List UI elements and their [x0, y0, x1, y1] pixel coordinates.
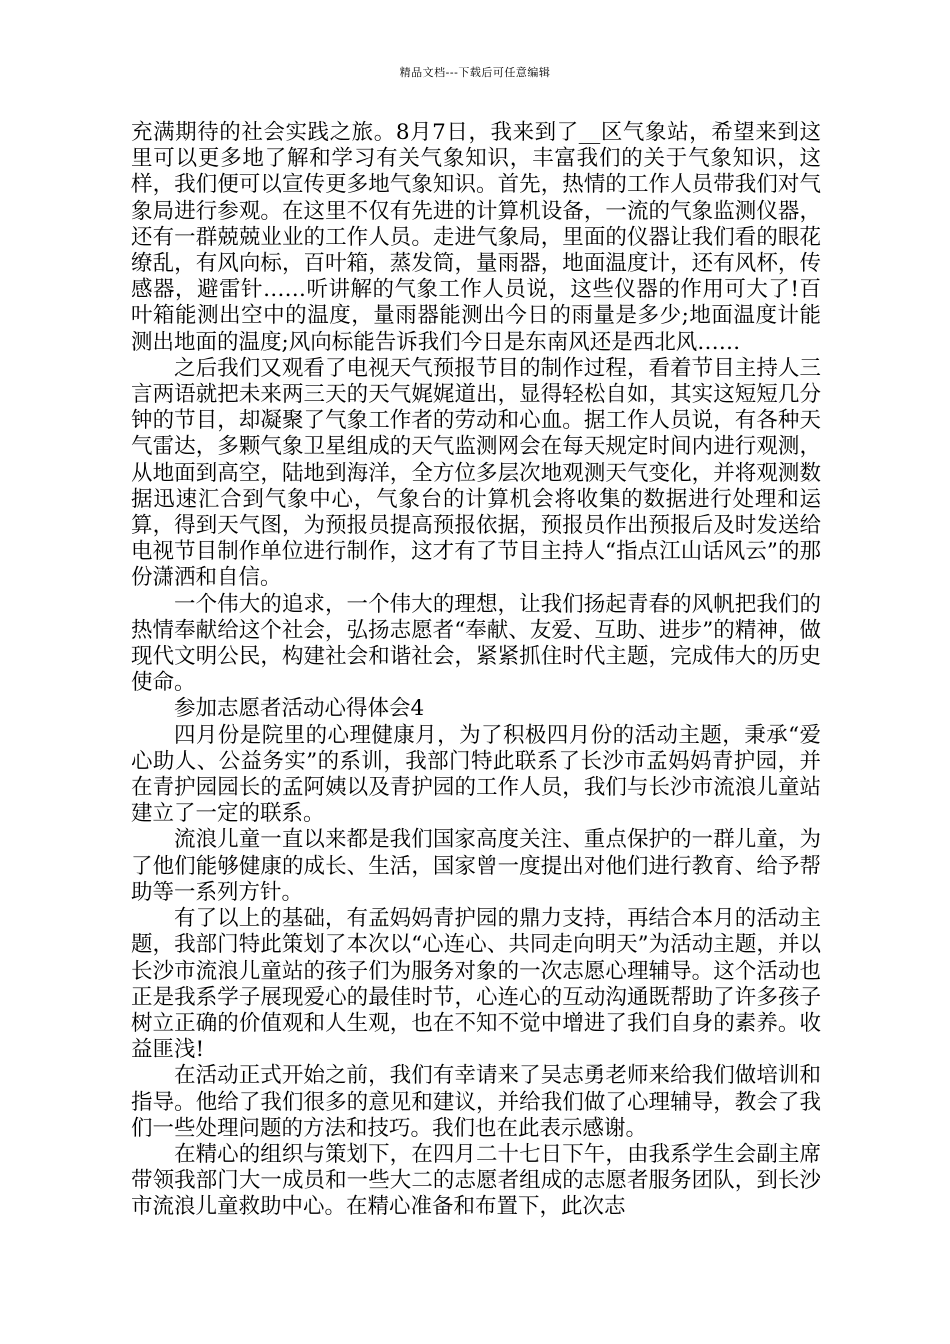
paragraph-5: 四月份是院里的心理健康月，为了积极四月份的活动主题，秉承“爱心助人、公益务实”的系训，我部门特此联系了长沙市孟妈妈青护园，并在青护园园长的孟阿姨以及青护园的工作人员，我们与长沙市流浪儿童站建立了一定的联系。 [131, 722, 821, 827]
paragraph-8: 在活动正式开始之前，我们有幸请来了吴志勇老师来给我们做培训和指导。他给了我们很多的意见和建议，并给我们做了心理辅导，教会了我们一些处理问题的方法和技巧。我们也在此表示感谢。 [131, 1063, 821, 1141]
paragraph-6: 流浪儿童一直以来都是我们国家高度关注、重点保护的一群儿童，为了他们能够健康的成长、生活，国家曾一度提出对他们进行教育、给予帮助等一系列方针。 [131, 827, 821, 905]
section-heading: 参加志愿者活动心得体会4 [174, 696, 425, 722]
paragraph-2: 之后我们又观看了电视天气预报节目的制作过程，看着节目主持人三言两语就把未来两三天的天气娓娓道出，显得轻松自如，其实这短短几分钟的节目，却凝聚了气象工作者的劳动和心血。据工作人员说，有各种天气雷达，多颗气象卫星组成的天气监测网会在每天规定时间内进行观测，从地面到高空，陆地到海洋，全方位多层次地观测天气变化，并将观测数据迅速汇合到气象中心，气象台的计算机会将收集的数据进行处理和运算，得到天气图，为预报员提高预报依据，预报员作出预报后及时发送给电视节目制作单位进行制作，这才有了节目主持人“指点江山话风云”的那份潇洒和自信。 [131, 355, 821, 591]
paragraph-3: 一个伟大的追求，一个伟大的理想，让我们扬起青春的风帆把我们的热情奉献给这个社会，弘扬志愿者“奉献、友爱、互助、进步”的精神，做现代文明公民，构建社会和谐社会，紧紧抓住时代主题，完成伟大的历史使命。 [131, 591, 821, 696]
paragraph-1: 充满期待的社会实践之旅。8月7日，我来到了__区气象站，希望来到这里可以更多地了解和学习有关气象知识，丰富我们的关于气象知识，这样，我们便可以宣传更多地气象知识。首先，热情的工作人员带我们对气象局进行参观。在这里不仅有先进的计算机设备，一流的气象监测仪器，还有一群兢兢业业的工作人员。走进气象局，里面的仪器让我们看的眼花缭乱，有风向标，百叶箱，蒸发筒，量雨器，地面温度计，还有风杯，传感器，避雷针……听讲解的气象工作人员说，这些仪器的作用可大了!百叶箱能测出空中的温度，量雨器能测出今日的雨量是多少;地面温度计能测出地面的温度;风向标能告诉我们今日是东南风还是西北风…… [131, 120, 821, 355]
paragraph-9: 在精心的组织与策划下，在四月二十七日下午，由我系学生会副主席带领我部门大一成员和一些大二的志愿者组成的志愿者服务团队，到长沙市流浪儿童救助中心。在精心准备和布置下，此次志 [131, 1141, 821, 1220]
paragraph-7: 有了以上的基础，有孟妈妈青护园的鼎力支持，再结合本月的活动主题，我部门特此策划了本次以“心连心、共同走向明天”为活动主题，并以长沙市流浪儿童站的孩子们为服务对象的一次志愿心理辅导。这个活动也正是我系学子展现爱心的最佳时节，心连心的互动沟通既帮助了许多孩子树立正确的价值观和人生观，也在不知不觉中增进了我们自身的素养。收益匪浅! [131, 906, 821, 1063]
document-body [131, 120, 821, 1221]
page-header: 精品文档---下载后可任意编辑 [399, 66, 551, 79]
